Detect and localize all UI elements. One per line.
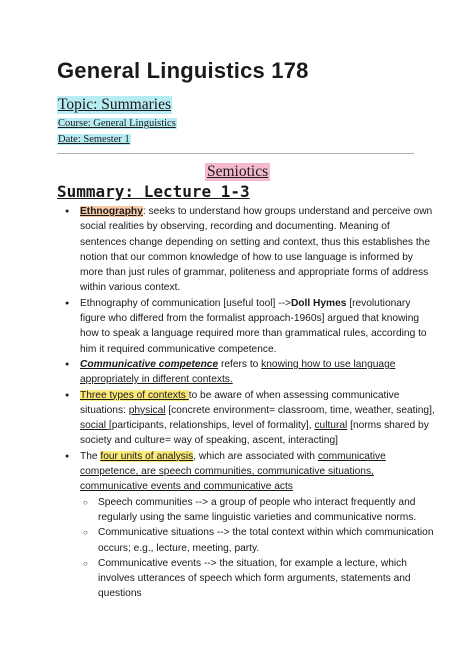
context-physical: physical	[128, 404, 166, 416]
cc-definition: knowing how to use language appropriately in different contexts.	[80, 358, 396, 386]
bullet-ethnography-of-communication	[80, 296, 438, 357]
context-cultural: cultural	[314, 420, 348, 432]
term-ethnography: Ethnography	[80, 206, 143, 217]
units-mid: , which are associated with	[193, 450, 318, 462]
sub-item-speech-communities: ○ Speech communities --> a group of people who interact frequently and regularly using the same linguistic varieties and communicative norms.	[98, 495, 438, 526]
bullet-four-units	[80, 449, 438, 602]
bullet-communicative-competence	[80, 357, 438, 388]
section-title: Semiotics	[207, 163, 269, 180]
contexts-rest-4: [norms shared by society and culture= way of speaking, ascent, interacting]	[80, 420, 429, 447]
topic-line: Topic: Summaries	[58, 96, 171, 113]
bullet-ethnography	[80, 204, 438, 296]
context-social: social	[80, 420, 109, 432]
term-communicative-competence: Communicative competence	[80, 358, 219, 370]
term-four-units: four units of analysis	[100, 450, 194, 462]
units-sub-list	[80, 495, 438, 602]
contexts-rest-3: [participants, relationships, level of formality],	[108, 420, 315, 432]
eoc-lead: Ethnography of communication [useful tool] -->	[80, 297, 291, 309]
ethnography-definition: : seeks to understand how groups understand and perceive own social realities by observing, recording and documenting. Meaning of sentences change depending on setting and context, thus this establishes the notion that our common knowledge of how to use language is informed by more than just rules of grammar, politeness and appropriate forms of address within various context.	[80, 206, 433, 294]
eoc-rest: [revolutionary figure who differed from the formalist approach-1960s] argued that knowing how to speak a language required more than grammatical rules, according to him it required communicative competence.	[80, 297, 427, 355]
date-line: Date: Semester 1	[58, 134, 130, 145]
sub-item-communicative-events: ○ Communicative events --> the situation, for example a lecture, which involves utterances of speech which form arguments, statements and questions	[98, 556, 438, 602]
summary-bullet-list	[62, 204, 438, 602]
bullet-three-types-of-contexts	[80, 388, 438, 449]
lecture-heading: Summary: Lecture 1-3	[57, 182, 250, 201]
units-list: communicative competence, are speech communities, communicative situations, communicative events and communicative acts	[80, 450, 386, 493]
horizontal-divider	[57, 153, 414, 154]
units-lead: The	[80, 450, 101, 462]
course-line: Course: General Linguistics	[58, 118, 176, 129]
document-title: General Linguistics 178	[57, 58, 309, 83]
doll-hymes-name: Doll Hymes	[290, 297, 347, 309]
sub-item-communicative-situations: ○ Communicative situations --> the total context within which communication occurs; e.g., lecture, meeting, party.	[98, 525, 438, 556]
cc-mid: refers to	[218, 358, 262, 370]
contexts-rest-1: to be aware of when assessing communicative situations:	[80, 389, 400, 416]
term-three-types: Three types of contexts	[80, 389, 189, 401]
contexts-rest-2: [concrete environment= classroom, time, weather, seating],	[165, 404, 435, 416]
